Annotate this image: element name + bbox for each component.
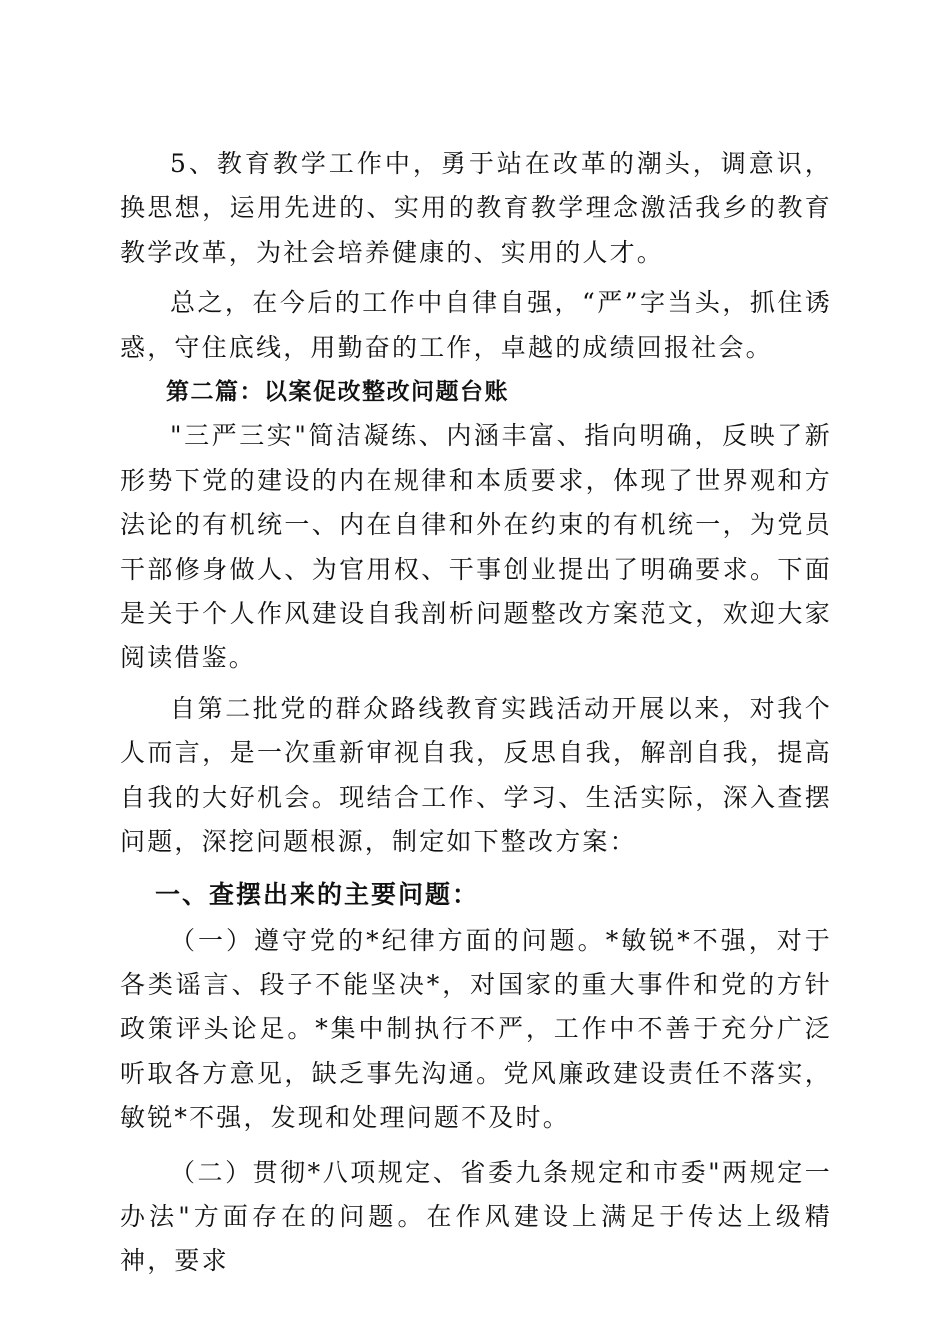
- paragraph-three-stricts: "三严三实"简洁凝练、内涵丰富、指向明确，反映了新形势下党的建设的内在规律和本质要求，体现了世界观和方法论的有机统一、内在自律和外在约束的有机统一，为党员干部修身做人、为官用权、干事创业提出了明确要求。下面是关于个人作风建设自我剖析问题整改方案范文，欢迎大家阅读借鉴。: [120, 421, 832, 673]
- paragraph-intro: 自第二批党的群众路线教育实践活动开展以来，对我个人而言，是一次重新审视自我，反思自我，解剖自我，提高自我的大好机会。现结合工作、学习、生活实际，深入查摆问题，深挖问题根源，制定如下整改方案：: [120, 693, 832, 857]
- heading-main-problems: 一、查摆出来的主要问题：: [155, 879, 480, 909]
- paragraph-problem-1: （一）遵守党的*纪律方面的问题。*敏锐*不强，对于各类谣言、段子不能坚决*，对国家的重大事件和党的方针政策评头论足。*集中制执行不严，工作中不善于充分广泛听取各方意见，缺乏事先沟通。党风廉政建设责任不落实，敏锐*不强，发现和处理问题不及时。: [120, 925, 832, 1133]
- paragraph-problem-2: （二）贯彻*八项规定、省委九条规定和市委"两规定一办法"方面存在的问题。在作风建设上满足于传达上级精神，要求: [120, 1157, 832, 1276]
- paragraph-item-5: 5、教育教学工作中，勇于站在改革的潮头，调意识，换思想，运用先进的、实用的教育教学理念激活我乡的教育教学改革，为社会培养健康的、实用的人才。: [120, 149, 832, 267]
- document-page: [120, 142, 832, 1284]
- paragraph-conclusion: 总之，在今后的工作中自律自强，“严”字当头，抓住诱惑，守住底线，用勤奋的工作，卓越的成绩回报社会。: [120, 288, 832, 362]
- section-title-part-two: 第二篇：以案促改整改问题台账: [166, 378, 509, 406]
